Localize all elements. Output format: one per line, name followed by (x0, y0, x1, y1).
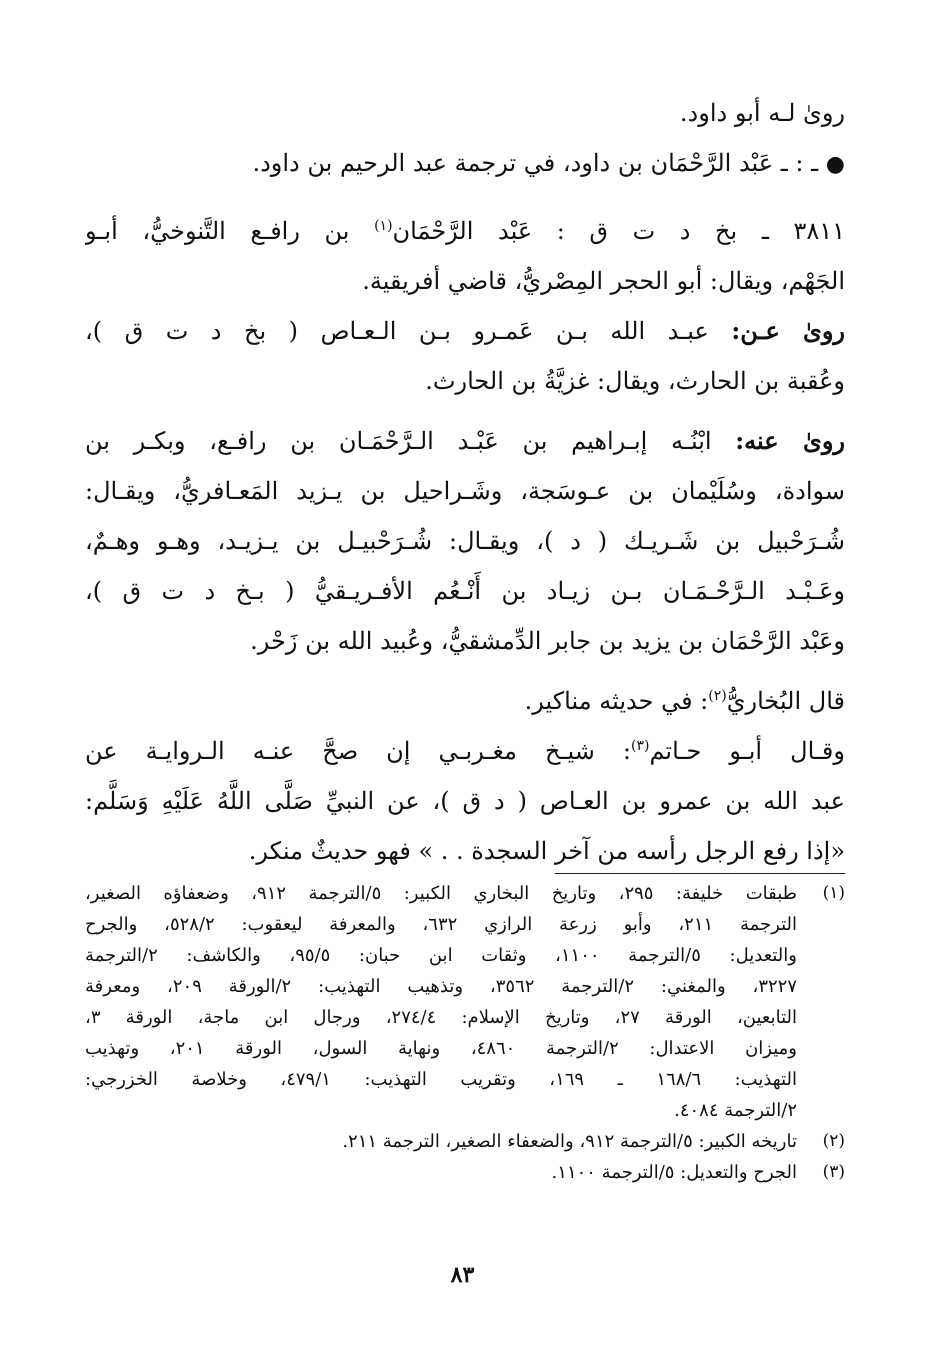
footnote-reference[interactable]: (٣) (630, 738, 650, 754)
footnotes (85, 878, 845, 1188)
abu-hatim-line (85, 726, 845, 776)
text-line-content: شُـرَحْبيل بن شَـريـك ( د )، ويقـال: شُـرَحْبيـل بن يـزيـد، وهـو وهـمٌ، (85, 527, 845, 555)
text-line-content: روىٰ لـه أبو داود. (679, 99, 845, 127)
text-line-content: عبد الله بن عمرو بن العـاص ( د ق )، عن النبيِّ صَلَّى اللَّهُ عَلَيْهِ وَسَلَّم: (85, 787, 845, 815)
cross-reference-line (85, 138, 845, 188)
text-line-content: وعَبْد الرَّحْمَان بن يزيد بن جابر الدِّمشقيُّ، وعُبيد الله بن زَحْر. (250, 627, 845, 655)
text-line (85, 616, 845, 666)
footnote-number: (٣) (822, 1162, 845, 1182)
entry-heading-text: ٣٨١١ ـ بخ د ت ق : عَبْد الرَّحْمَان (392, 217, 845, 245)
text-line (85, 466, 845, 516)
footnote-number: (٢) (822, 1131, 845, 1151)
narrated-by-text: ابْنُـه إبـراهيم بن عَبْـد الـرَّحْمَـان بن رافـع، وبكـر بن (85, 427, 736, 455)
page-number: ٨٣ (450, 1262, 475, 1288)
text-line (85, 88, 845, 138)
bukhari-text: قال البُخاريُّ (726, 687, 845, 715)
text-line-content: وعُقبة بن الحارث، ويقال: غزيَّةُ بن الحارث. (425, 367, 845, 395)
footnote-reference[interactable]: (٢) (708, 688, 727, 704)
footnote-body (85, 878, 797, 1126)
bukhari-text-cont: : في حديثه مناكير. (524, 687, 709, 715)
footnote-line: والتعديل: ٥/الترجمة ١١٠٠، وثقات ابن حبان: ٩٥/٥، والكاشف: ٢/الترجمة (85, 945, 797, 966)
bullet-icon: ● (825, 152, 845, 177)
footnote-line: ٢/الترجمة ٤٠٨٤. (674, 1100, 797, 1121)
main-text (85, 88, 845, 876)
narrated-by-line (85, 416, 845, 466)
text-line (85, 516, 845, 566)
text-line (85, 776, 845, 826)
entry-heading-text-cont: بن رافـع التَّنوخيُّ، أبـو (85, 217, 375, 245)
footnote-line: التابعين، الورقة ٢٧، وتاريخ الإسلام: ٢٧٤/٤، ورجال ابن ماجة، الورقة ٣، (85, 1007, 797, 1028)
narrated-from-label: روىٰ عـن: (731, 316, 845, 345)
footnote-line: طبقات خليفة: ٢٩٥، وتاريخ البخاري الكبير: ٥/الترجمة ٩١٢، وضعفاؤه الصغير، (85, 883, 797, 904)
narrated-from-line (85, 306, 845, 356)
footnote-line: التهذيب: ١٦٨/٦ ـ ١٦٩، وتقريب التهذيب: ٤٧٩/١، وخلاصة الخزرجي: (85, 1069, 797, 1090)
footnote-line: الجرح والتعديل: ٥/الترجمة ١١٠٠. (551, 1162, 797, 1183)
text-line-content: سوادة، وسُلَيْمان بن عـوسَجة، وشَـراحيل بن يـزيد المَعـافريُّ، ويقـال: (85, 477, 845, 505)
footnote-reference[interactable]: (١) (374, 218, 393, 234)
text-line-content: الجَهْم، ويقال: أبو الحجر المِصْريُّ، قاضي أفريقية. (362, 267, 845, 295)
abu-hatim-text-cont: : شيـخ مغـربـي إن صحَّ عنـه الـروايـة عن (85, 737, 631, 765)
footnote-number: (١) (822, 883, 845, 903)
footnote-divider (555, 873, 845, 874)
text-line (85, 256, 845, 306)
footnote-2 (85, 1126, 845, 1157)
footnote-3 (85, 1157, 845, 1188)
abu-hatim-text: وقـال أبـو حـاتم (649, 737, 845, 765)
bukhari-line (85, 676, 845, 726)
footnote-line: تاريخه الكبير: ٥/الترجمة ٩١٢، والضعفاء الصغير، الترجمة ٢١١. (342, 1131, 797, 1152)
footnote-body (85, 1157, 797, 1188)
entry-heading-line (85, 206, 845, 256)
narrated-from-text: عبـد الله بـن عَمـرو بـن الـعـاص ( بخ د ت ق )، (85, 317, 732, 345)
text-line (85, 356, 845, 406)
footnote-line: وميزان الاعتدال: ٢/الترجمة ٤٨٦٠، ونهاية السول، الورقة ٢٠١، وتهذيب (85, 1038, 797, 1059)
footnote-line: ٣٢٢٧، والمغني: ٢/الترجمة ٣٥٦٢، وتذهيب التهذيب: ٢/الورقة ٢٠٩، ومعرفة (85, 976, 797, 997)
narrated-by-label: روىٰ عنه: (735, 426, 845, 455)
footnote-body (85, 1126, 797, 1157)
text-line-content: «إذا رفع الرجل رأسه من آخر السجدة . . » فهو حديثٌ منكر. (248, 837, 845, 865)
footnote-1 (85, 878, 845, 1126)
text-line (85, 566, 845, 616)
cross-reference-text: ـ : ـ عَبْد الرَّحْمَان بن داود، في ترجمة عبد الرحيم بن داود. (252, 149, 819, 177)
footnote-line: الترجمة ٢١١، وأبو زرعة الرازي ٦٣٢، والمعرفة ليعقوب: ٥٢٨/٢، والجرح (85, 914, 797, 935)
text-line (85, 826, 845, 876)
text-line-content: وعَـبْـد الـرَّحْـمَـان بـن زيـاد بن أَنْـعُم الأفـريـقيُّ ( بـخ د ت ق )، (85, 577, 845, 605)
